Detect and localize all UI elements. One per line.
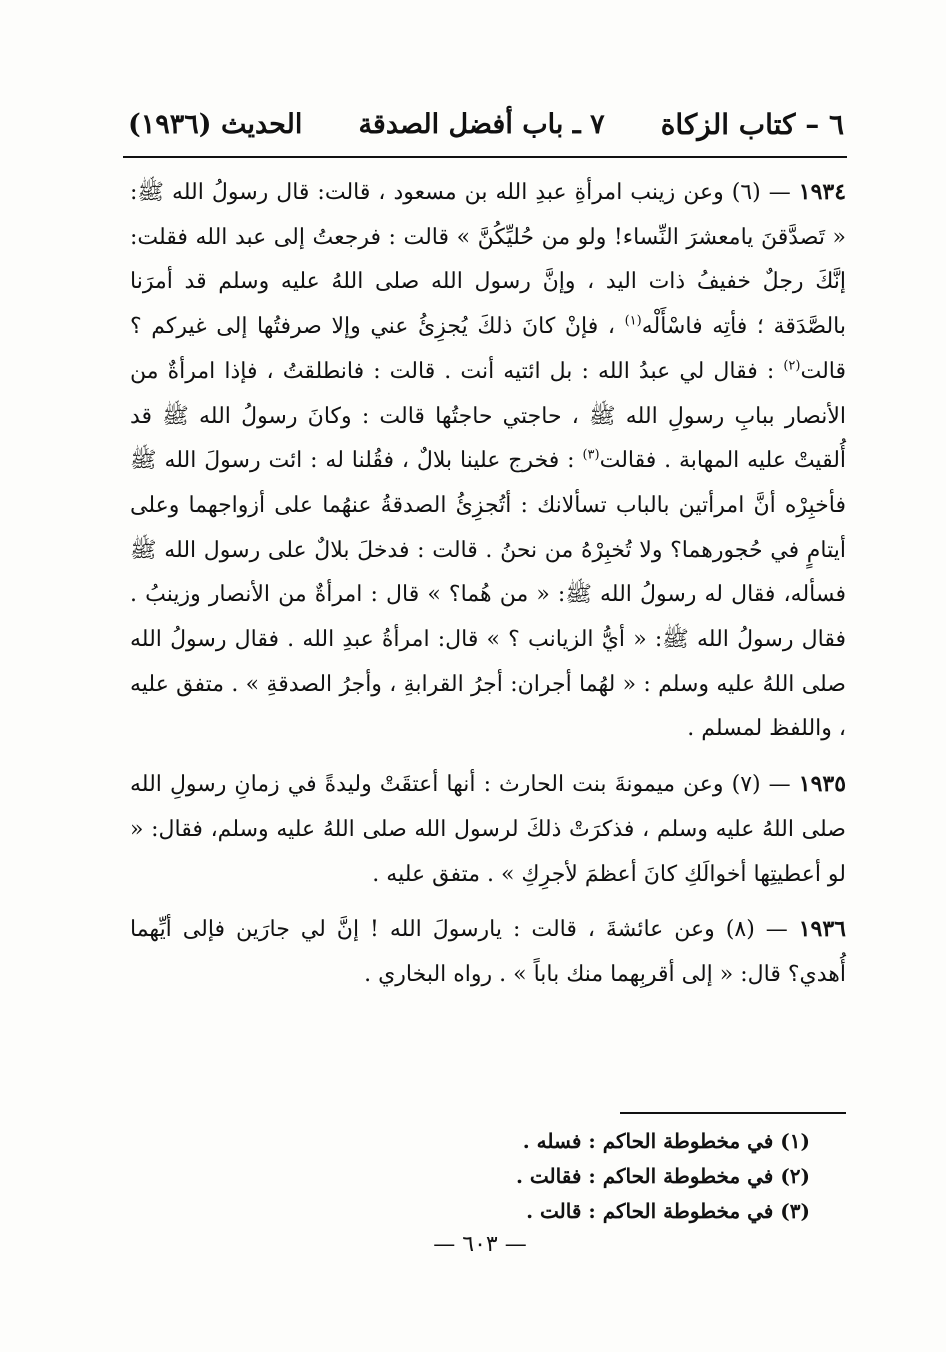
footnote-ref: (١) [624,313,642,329]
page-number: — ٦٠٣ — [433,1232,527,1257]
hadith-text: — (٨) وعن عائشةَ ، قالت : يارسولَ الله ! إنَّ لي جارَين فإلى أيِّهما أُهدي؟ قال: « إلى أقربِهما منك باباً » . رواه البخاري . [130,917,846,987]
hadith-text: : فخرج علينا بلالٌ ، فقُلنا له : ائت رسولَ الله ﷺ فأخبِرْه أنَّ امرأتين بالباب تسألانك : أتُجزِئُ الصدقةُ عنهُما على أزواجهما وعلى أيتامٍ في حُجورهما؟ ولا تُخبِرْهُ من نحنُ . قالت : فدخلَ بلالٌ على رسول الله ﷺ فسأله، فقال له رسولُ الله ﷺ: « من هُما؟ » قال : امرأةٌ من الأنصار وزينبُ . فقال رسولُ الله ﷺ: « أيُّ الزيانب ؟ » قال: امرأةُ عبدِ الله . فقال رسولُ الله صلى اللهُ عليه وسلم : « لهُما أجران: أجرُ القرابةِ ، وأجرُ الصدقةِ » . متفق عليه ، واللفظ لمسلم . [130,448,846,742]
hadith-text: : فقال لي عبدُ الله : بل ائتيه أنت . قالت : فانطلقتُ ، فإذا امرأةٌ من الأنصار ببابِ رسولِ الله ﷺ ، حاجتي حاجتُها قالت : وكانَ رسولُ الله ﷺ قد أُلقيتْ عليه المهابة . فقالت [130,358,847,474]
footnotes [420,1124,810,1229]
footnote-item: (٢) في مخطوطة الحاكم : فقالت . [515,1164,810,1188]
hadith-number: ١٩٣٦ [798,916,846,943]
chapter-title: ٧ ـ باب أفضل الصدقة [358,108,605,140]
main-text [130,170,846,1008]
hadith-text: — (٧) وعن ميمونةَ بنت الحارث : أنها أعتقَتْ وليدةً في زمانِ رسولِ الله صلى اللهُ عليه وسلم ، فذكرَتْ ذلكَ لرسول الله صلى اللهُ عليه وسلم، فقال: « لو أعطيتِها أخوالَكِ كانَ أعظمَ لأجرِكِ » . متفق عليه . [130,772,846,887]
hadith-range: الحديث (١٩٣٦) [128,108,303,140]
footnote-item: (٣) في مخطوطة الحاكم : قالت . [526,1199,810,1223]
book-title: ٦ – كتاب الزكاة [660,107,844,141]
hadith-text: — (٦) وعن زينب امرأةِ عبدِ الله بن مسعود ، قالت: قال رسولُ الله ﷺ: « تَصدَّقنَ يامعشرَ النِّساء! ولو من حُليِّكُنَّ » قالت : فرجعتُ إلى عبد الله فقلت: إنَّكَ رجلٌ خفيفُ ذات اليد ، وإنَّ رسول الله صلى اللهُ عليه وسلم قد أمرَنا بالصَّدَقة ؛ فأتِه فاسْأَلْه [130,180,846,340]
hadith-paragraph [130,907,846,997]
hadith-text: ، فإنْ كانَ ذلكَ يُجزِئُ عني وإلا صرفتُها إلى غيركم ؟ قالت [130,314,846,384]
page-header [128,96,844,152]
footnote-item: (١) في مخطوطة الحاكم : فسله . [522,1129,810,1153]
hadith-paragraph [130,762,846,897]
footnote-ref: (٣) [582,447,600,463]
footnote-divider [620,1112,846,1114]
hadith-paragraph [130,170,846,752]
header-divider [123,156,847,158]
footnote-ref: (٢) [783,358,801,374]
hadith-number: ١٩٣٥ [798,771,847,798]
hadith-number: ١٩٣٤ [798,179,847,205]
